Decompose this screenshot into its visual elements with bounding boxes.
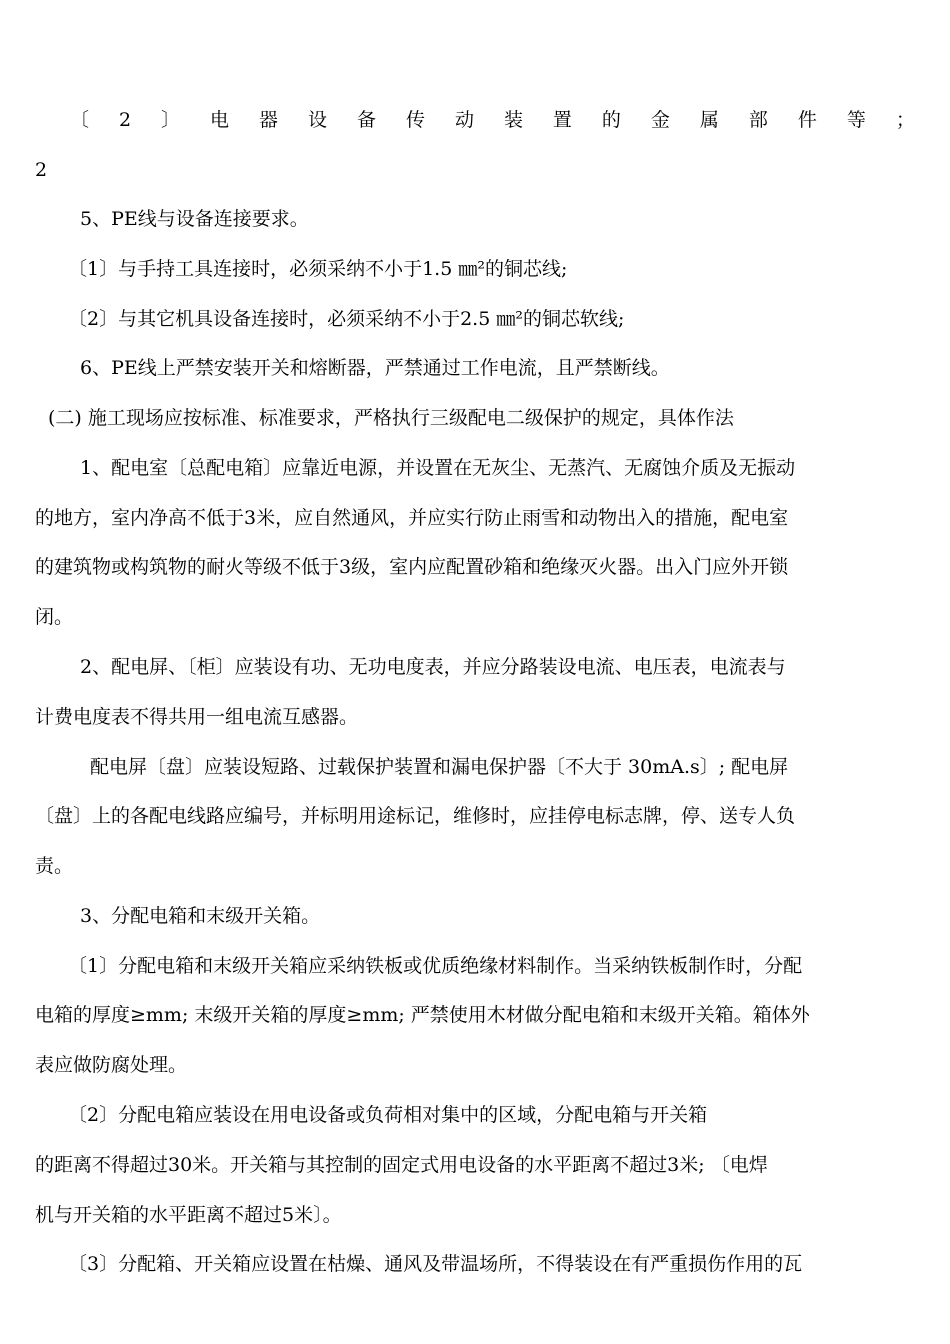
text-line-13: 计费电度表不得共用一组电流互感器。 bbox=[35, 706, 359, 728]
text-char: 置 bbox=[552, 109, 572, 131]
text-line-12: 2、配电屏、〔柜〕应装设有功、无功电度表，并应分路装设电流、电压表，电流表与 bbox=[80, 656, 786, 678]
text-char: 2 bbox=[118, 109, 132, 131]
text-line-2: 2 bbox=[35, 159, 48, 181]
text-char: 的 bbox=[601, 109, 621, 131]
text-line-14: 配电屏〔盘〕应装设短路、过载保护装置和漏电保护器〔不大于 30mA.s〕; 配电屏 bbox=[90, 756, 789, 778]
text-char: 部 bbox=[748, 109, 768, 131]
text-line-6: 6、PE线上严禁安装开关和熔断器，严禁通过工作电流，且严禁断线。 bbox=[80, 357, 670, 379]
text-char: 电 bbox=[210, 109, 230, 131]
text-char: 设 bbox=[308, 109, 328, 131]
text-line-3: 5、PE线与设备连接要求。 bbox=[80, 208, 309, 230]
section-heading: (二) 施工现场应按标准、标准要求，严格执行三级配电二级保护的规定，具体作法 bbox=[48, 407, 734, 429]
text-char: 属 bbox=[699, 109, 719, 131]
text-line-19: 电箱的厚度≥mm; 末级开关箱的厚度≥mm; 严禁使用木材做分配电箱和末级开关箱。箱体外 bbox=[35, 1004, 810, 1026]
text-line-9: 的地方，室内净高不低于3米，应自然通风，并应实行防止雨雪和动物出入的措施，配电室 bbox=[35, 507, 789, 529]
text-line-10: 的建筑物或构筑物的耐火等级不低于3级，室内应配置砂箱和绝缘灭火器。出入门应外开锁 bbox=[35, 556, 789, 578]
text-char: 装 bbox=[503, 109, 523, 131]
text-char: 〔 bbox=[70, 109, 90, 131]
text-line-17: 3、分配电箱和末级开关箱。 bbox=[80, 905, 321, 927]
text-line-24: 〔3〕分配箱、开关箱应设置在枯燥、通风及带温场所，不得装设在有严重损伤作用的瓦 bbox=[68, 1253, 803, 1275]
text-line-5: 〔2〕与其它机具设备连接时，必须采纳不小于2.5 ㎜²的铜芯软线; bbox=[68, 308, 625, 330]
text-line-8: 1、配电室〔总配电箱〕应靠近电源，并设置在无灰尘、无蒸汽、无腐蚀介质及无振动 bbox=[80, 457, 796, 479]
text-char: 等 bbox=[846, 109, 866, 131]
text-line-23: 机与开关箱的水平距离不超过5米〕。 bbox=[35, 1204, 342, 1226]
text-line-11: 闭。 bbox=[35, 606, 74, 628]
text-char: 动 bbox=[454, 109, 474, 131]
text-line-15: 〔盘〕上的各配电线路应编号，并标明用途标记，维修时，应挂停电标志牌，停、送专人负 bbox=[35, 805, 796, 827]
text-line-20: 表应做防腐处理。 bbox=[35, 1054, 188, 1076]
text-line-21: 〔2〕分配电箱应装设在用电设备或负荷相对集中的区域，分配电箱与开关箱 bbox=[68, 1104, 708, 1126]
text-char: 备 bbox=[356, 109, 376, 131]
text-char: 金 bbox=[650, 109, 670, 131]
text-char: ； bbox=[895, 109, 915, 131]
text-char: 传 bbox=[405, 109, 425, 131]
text-char: 件 bbox=[797, 109, 817, 131]
text-char: 器 bbox=[259, 109, 279, 131]
text-char: 〕 bbox=[161, 109, 181, 131]
text-line-16: 责。 bbox=[35, 855, 74, 877]
text-line-18: 〔1〕分配电箱和末级开关箱应采纳铁板或优质绝缘材料制作。当采纳铁板制作时，分配 bbox=[68, 955, 803, 977]
text-line-22: 的距离不得超过30米。开关箱与其控制的固定式用电设备的水平距离不超过3米; 〔电焊 bbox=[35, 1154, 768, 1176]
text-line-4: 〔1〕与手持工具连接时，必须采纳不小于1.5 ㎜²的铜芯线; bbox=[68, 258, 568, 280]
text-line-1 bbox=[70, 107, 915, 133]
